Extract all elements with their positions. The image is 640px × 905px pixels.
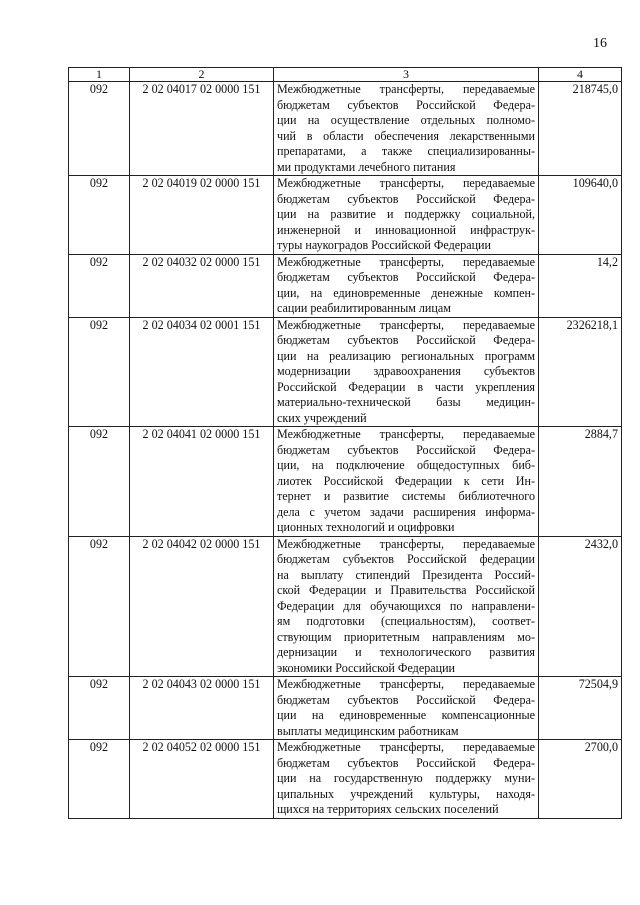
header-col-3: 3 (274, 68, 539, 82)
description-cell (274, 254, 539, 317)
budget-code-cell: 2 02 04017 02 0000 151 (130, 82, 274, 176)
admin-code-cell: 092 (69, 740, 130, 819)
admin-code-cell: 092 (69, 82, 130, 176)
description-cell (274, 317, 539, 427)
admin-code-cell: 092 (69, 677, 130, 740)
description-line: Межбюджетные трансферты, передаваемые (277, 176, 535, 190)
description-line: Межбюджетные трансферты, передаваемые (277, 536, 535, 551)
amount-cell: 2700,0 (539, 740, 622, 819)
budget-code-cell: 2 02 04032 02 0000 151 (130, 254, 274, 317)
table-row (69, 317, 622, 427)
description-line: дела с учетом задачи расширения информа- (277, 504, 535, 519)
description-line: Российской Федерации в части укрепления (277, 379, 535, 394)
budget-code-cell: 2 02 04043 02 0000 151 (130, 677, 274, 740)
description-line: ципальных учреждений культуры, находя- (277, 786, 535, 801)
table-body (69, 82, 622, 819)
description-line: ции на осуществление отдельных полномо- (277, 113, 535, 127)
budget-code-cell: 2 02 04019 02 0000 151 (130, 176, 274, 255)
description-line: дернизации и технологического развития (277, 645, 535, 659)
description-cell (274, 677, 539, 740)
budget-code-cell: 2 02 04034 02 0001 151 (130, 317, 274, 427)
description-line: лиотек Российской Федерации к сети Ин- (277, 473, 535, 488)
description-line: инженерной и инновационной инфраструк- (277, 222, 535, 237)
admin-code-cell: 092 (69, 317, 130, 427)
amount-cell: 2884,7 (539, 427, 622, 537)
description-cell (274, 740, 539, 819)
budget-code-cell: 2 02 04052 02 0000 151 (130, 740, 274, 819)
budget-code-cell: 2 02 04041 02 0000 151 (130, 427, 274, 537)
amount-cell: 2432,0 (539, 536, 622, 677)
table-row (69, 677, 622, 740)
description-line: бюджетам субъектов Российской Федера- (277, 270, 535, 284)
description-line: бюджетам субъектов Российской федерации (277, 552, 535, 566)
description-line: бюджетам субъектов Российской Федера- (277, 692, 535, 707)
description-line: тернет и развитие системы библиотечного (277, 489, 535, 503)
description-line: сации реабилитированным лицам (277, 301, 451, 315)
description-line: Межбюджетные трансферты, передаваемые (277, 427, 535, 441)
description-line: бюджетам субъектов Российской Федера- (277, 191, 535, 206)
description-line: ствующим приоритетным направлениям мо- (277, 629, 535, 644)
header-row (69, 68, 622, 82)
description-line: модернизации здравоохранения субъектов (277, 364, 535, 378)
description-line: ции, на единовременные денежные компен- (277, 285, 535, 300)
description-line: бюджетам субъектов Российской Федера- (277, 755, 535, 770)
table-row (69, 536, 622, 677)
header-col-4: 4 (539, 68, 622, 82)
description-line: ции на государственную поддержку муни- (277, 771, 535, 785)
description-line: материально-технической базы медицин- (277, 395, 535, 409)
table-row (69, 254, 622, 317)
description-line: ции на реализацию региональных программ (277, 348, 535, 363)
description-line: Межбюджетные трансферты, передаваемые (277, 740, 535, 754)
description-line: бюджетам субъектов Российской Федера- (277, 97, 535, 112)
description-cell (274, 427, 539, 537)
description-line: ции на единовременные компенсационные (277, 708, 535, 722)
description-line: ской Федерации и Правительства Российской (277, 583, 535, 597)
description-line: Межбюджетные трансферты, передаваемые (277, 317, 535, 332)
description-line: экономики Российской Федерации (277, 660, 456, 675)
description-cell (274, 82, 539, 176)
description-line: выплаты медицинским работникам (277, 723, 459, 738)
header-col-1: 1 (69, 68, 130, 82)
description-line: Межбюджетные трансферты, передаваемые (277, 677, 535, 691)
table-row (69, 176, 622, 255)
description-line: препаратами, а также специализированны- (277, 144, 535, 158)
description-line: чий в области обеспечения лекарственными (277, 128, 535, 143)
amount-cell: 218745,0 (539, 82, 622, 176)
page-number: 16 (593, 36, 607, 51)
description-line: ционных технологий и оцифровки (277, 520, 455, 534)
amount-cell: 72504,9 (539, 677, 622, 740)
description-line: ции, на подключение общедоступных биб- (277, 458, 535, 472)
description-line: Межбюджетные трансферты, передаваемые (277, 82, 535, 96)
description-line: туры наукоградов Российской Федерации (277, 238, 491, 252)
description-line: ми продуктами лечебного питания (277, 159, 456, 174)
table-row (69, 740, 622, 819)
description-cell (274, 536, 539, 677)
table-row (69, 427, 622, 537)
description-line: Межбюджетные трансферты, передаваемые (277, 254, 535, 269)
description-line: Федерации для обучающихся по направлени- (277, 598, 535, 613)
admin-code-cell: 092 (69, 254, 130, 317)
description-line: ции на развитие и поддержку социальной, (277, 207, 535, 221)
budget-code-cell: 2 02 04042 02 0000 151 (130, 536, 274, 677)
description-line: бюджетам субъектов Российской Федера- (277, 442, 535, 457)
description-line: ям подготовки (специальностям), соответ- (277, 614, 535, 628)
amount-cell: 14,2 (539, 254, 622, 317)
admin-code-cell: 092 (69, 536, 130, 677)
admin-code-cell: 092 (69, 427, 130, 537)
amount-cell: 2326218,1 (539, 317, 622, 427)
budget-table (68, 67, 622, 819)
table-row (69, 82, 622, 176)
description-line: бюджетам субъектов Российской Федера- (277, 333, 535, 347)
description-cell (274, 176, 539, 255)
admin-code-cell: 092 (69, 176, 130, 255)
header-col-2: 2 (130, 68, 274, 82)
description-line: на выплату стипендий Президента Россий- (277, 567, 535, 582)
description-line: щихся на территориях сельских поселений (277, 802, 499, 816)
amount-cell: 109640,0 (539, 176, 622, 255)
description-line: ских учреждений (277, 410, 367, 425)
